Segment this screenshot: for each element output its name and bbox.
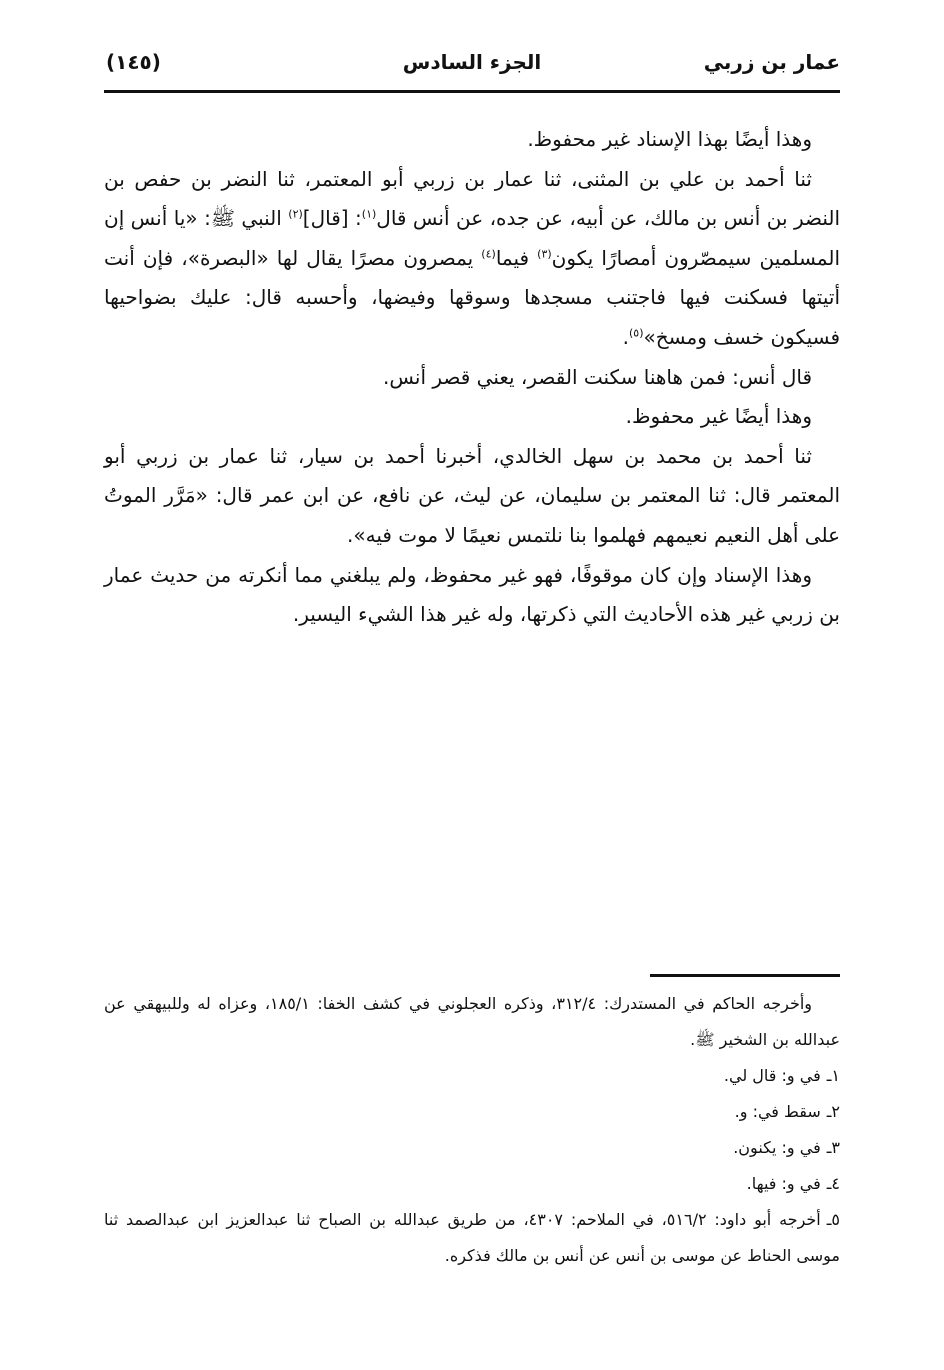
header-rule [104, 90, 840, 93]
footnote-number: ٥ـ [826, 1210, 841, 1229]
running-header [104, 44, 840, 92]
paragraph: قال أنس: فمن هاهنا سكنت القصر، يعني قصر أنس. [383, 364, 812, 389]
paragraph-text: ثنا أحمد بن علي بن المثنى، ثنا عمار بن زربي أبو المعتمر، ثنا النضر بن حفص بن النضر بن أنس بن مالك، عن أبيه، عن جده، عن أنس قال [104, 166, 841, 231]
footnote-ref: (٥) [629, 326, 644, 340]
footnote-text: سقط في: و. [734, 1102, 821, 1121]
footnote-number: ٣ـ [826, 1138, 840, 1157]
footnotes [104, 986, 840, 1274]
footnote-item [104, 1166, 840, 1202]
footnote-item [104, 1058, 840, 1094]
footnote-intro: وأخرجه الحاكم في المستدرك: ٣١٢/٤، وذكره العجلوني في كشف الخفا: ١٨٥/١، وعزاه له وللبيهقي عن عبدالله بن الشخير ﷺ. [104, 994, 840, 1049]
footnote-text: أخرجه أبو داود: ٥١٦/٢، في الملاحم: ٤٣٠٧، من طريق عبدالله بن الصباح ثنا عبدالعزيز ابن عبدالصمد ثنا موسى الحناط عن موسى بن أنس عن أنس بن مالك فذكره. [104, 1210, 840, 1265]
main-text [104, 120, 840, 635]
footnote-text: في و: فيها. [746, 1174, 821, 1193]
paragraph-text: . [622, 324, 629, 349]
paragraph-text: يمصرون مصرًا يقال لها «البصرة»، فإن أنت أتيتها فسكنت فيها فاجتنب مسجدها وسوقها وفيضها، وأحسبه قال: عليك بضواحيها فسيكون خسف ومسخ» [104, 245, 840, 349]
footnote-item [104, 1130, 840, 1166]
footnote-item [104, 1202, 840, 1274]
paragraph: وهذا أيضًا غير محفوظ. [625, 404, 812, 429]
footnote-item [104, 1094, 840, 1130]
footnote-text: في و: قال لي. [723, 1066, 821, 1085]
footnote-number: ١ـ [826, 1066, 840, 1085]
footnote-ref: (٣) [537, 247, 552, 261]
footnote-ref: (١) [361, 207, 377, 221]
footnote-number: ٢ـ [826, 1102, 840, 1121]
paragraph: وهذا أيضًا بهذا الإسناد غير محفوظ. [527, 127, 812, 151]
paragraph-text: : [قال] [302, 206, 362, 231]
paragraph-text: النبي ﷺ: «يا أنس إن المسلمين سيمصّرون أمصارًا يكون [104, 206, 841, 270]
paragraph-text: فيما [495, 245, 538, 270]
footnote-ref: (٢) [288, 207, 303, 221]
paragraph: ثنا أحمد بن محمد بن سهل الخالدي، أخبرنا أحمد بن سيار، ثنا عمار بن زربي أبو المعتمر قال: ثنا المعتمر بن سليمان، عن ليث، عن نافع، عن ابن عمر قال: «مَرَّر الموتُ على أهل النعيم نعيمهم فهلموا بنا نلتمس نعيمًا لا موت فيه». [104, 443, 840, 547]
footnote-text: في و: يكنون. [733, 1138, 821, 1157]
footnote-separator [650, 974, 840, 977]
header-volume: الجزء السادس [402, 50, 542, 74]
header-author: عمار بن زربي [703, 50, 840, 74]
paragraph-hadith-anas [104, 160, 840, 358]
page-number: (١٤٥) [106, 50, 161, 74]
paragraph: وهذا الإسناد وإن كان موقوفًا، فهو غير محفوظ، ولم يبلغني مما أنكرته من حديث عمار بن زربي غير هذه الأحاديث التي ذكرتها، وله غير هذا الشيء اليسير. [104, 562, 840, 627]
footnote-ref: (٤) [481, 247, 496, 261]
footnote-number: ٤ـ [826, 1174, 840, 1193]
